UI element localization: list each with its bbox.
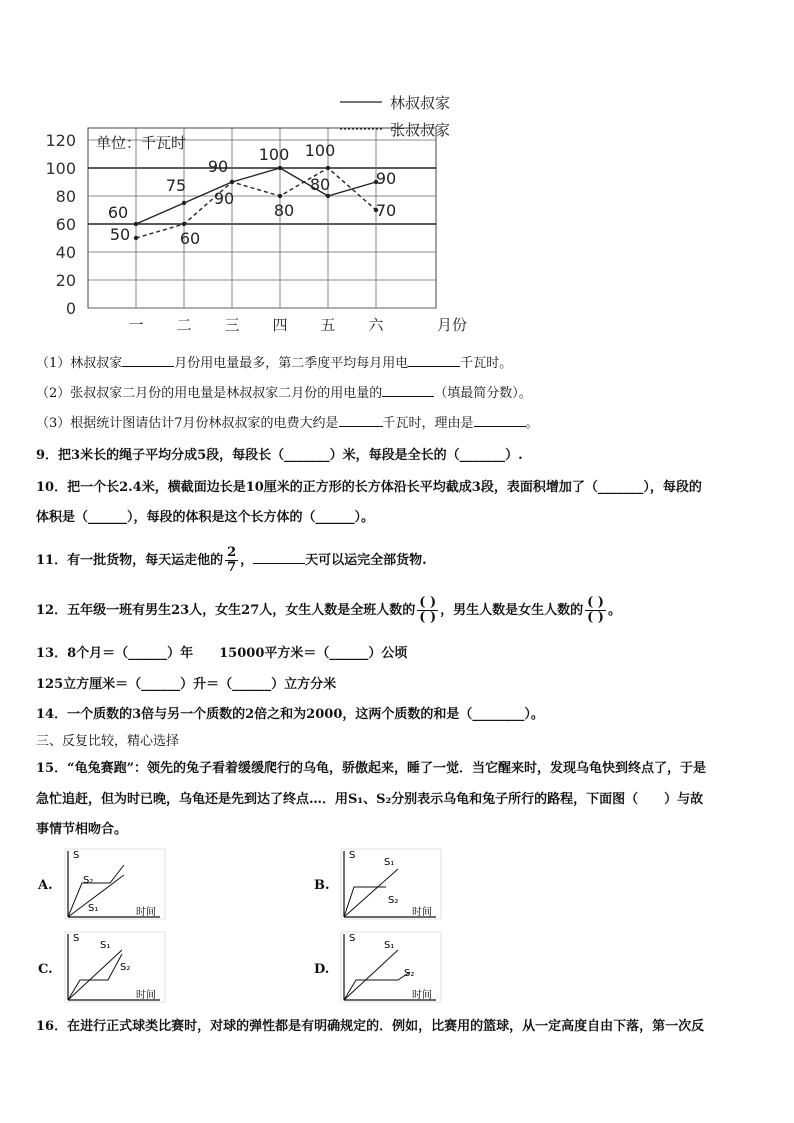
data-label: 90 — [375, 169, 397, 188]
data-label: 90 — [207, 157, 229, 176]
x-tick-label: 二 — [176, 316, 192, 334]
question-8-1: （1）林叔叔家 月份用电量最多，第二季度平均每月用电 千瓦时。 — [36, 356, 513, 371]
data-point — [182, 222, 186, 226]
option-d-label-1: S₁ — [384, 940, 395, 951]
data-label: 60 — [179, 229, 201, 248]
data-point — [182, 201, 186, 205]
option-b-s-label: S — [349, 850, 356, 861]
fraction-2-7: $\frac{2}{7}$ — [227, 545, 237, 575]
option-d-label-2: S₂ — [404, 968, 415, 979]
y-tick-label: 60 — [55, 215, 76, 234]
question-11: 11．有一批货物，每天运走他的 $\frac{2}{7}$ ， 天可以运完全部货物. — [36, 545, 427, 575]
option-b-letter: B. — [314, 878, 330, 893]
question-15-line3: 事情节相吻合。 — [36, 822, 128, 837]
option-c-label-2: S₂ — [120, 962, 131, 973]
x-tick-label: 四 — [272, 316, 288, 334]
option-a-s-label: S — [73, 850, 80, 861]
data-point — [326, 166, 330, 170]
data-point — [134, 222, 138, 226]
option-a-label-1: S₂ — [83, 875, 94, 886]
data-label: 60 — [107, 203, 129, 222]
fraction-blank-2: $\frac{( )}{( )}$ — [587, 595, 604, 625]
data-label: 100 — [258, 145, 290, 164]
data-point — [326, 194, 330, 198]
y-tick-label: 120 — [45, 131, 76, 150]
question-8-2: （2）张叔叔家二月份的用电量是林叔叔家二月份的用电量的 （填最简分数）。 — [36, 386, 532, 401]
data-point — [278, 194, 282, 198]
x-axis-label: 月份 — [436, 316, 468, 334]
x-tick-label: 三 — [224, 316, 240, 334]
option-c-label-1: S₁ — [100, 940, 111, 951]
option-a-graph — [60, 845, 170, 920]
question-10-line2: 体积是（______），每段的体积是这个长方体的（______）。 — [36, 510, 375, 525]
option-b-label-2: S₂ — [388, 895, 399, 906]
question-14: 14．一个质数的3倍与另一个质数的2倍之和为2000，这两个质数的和是（________）。 — [36, 707, 544, 722]
y-tick-label: 40 — [55, 243, 76, 262]
option-c-x-label: 时间 — [136, 990, 156, 1001]
question-13-line1: 13．8个月＝（______）年 15000平方米＝（______）公顷 — [36, 646, 408, 661]
option-d-x-label: 时间 — [412, 990, 432, 1001]
x-tick-label: 一 — [128, 316, 144, 334]
section-3-heading: 三、反复比较，精心选择 — [36, 734, 180, 749]
question-13-line2: 125立方厘米＝（______）升＝（______）立方分米 — [36, 677, 337, 692]
option-c-s-label: S — [73, 933, 80, 944]
data-point — [278, 166, 282, 170]
option-b-graph — [336, 845, 446, 925]
option-a-x-label: 时间 — [136, 907, 156, 918]
option-d-s-label: S — [349, 933, 356, 944]
legend-label-2: 张叔叔家 — [390, 121, 451, 139]
option-d-letter: D. — [314, 962, 330, 977]
question-10-line1: 10．把一个长2.4米，横截面边长是10厘米的正方形的长方体沿长平均截成3段，表面积增加了（_______），每段的 — [36, 480, 702, 495]
data-label: 75 — [165, 176, 187, 195]
y-tick-label: 0 — [65, 299, 76, 318]
option-c-graph — [60, 928, 170, 1008]
option-a-letter: A. — [38, 878, 53, 893]
legend-label-1: 林叔叔家 — [390, 94, 451, 112]
fraction-blank-1: $\frac{( )}{( )}$ — [419, 595, 437, 625]
option-d-graph — [336, 928, 446, 1008]
question-9: 9．把3米长的绳子平均分成5段，每段长（_______）米，每段是全长的（_______）. — [36, 448, 523, 463]
option-b-label-1: S₁ — [384, 857, 395, 868]
data-point — [134, 236, 138, 240]
option-b-x-label: 时间 — [412, 907, 432, 918]
data-label: 80 — [309, 175, 331, 194]
question-15-line1: 15．“龟兔赛跑”：领先的兔子看着缓缓爬行的乌龟，骄傲起来，睡了一觉．当它醒来时，发现乌龟快到终点了，于是 — [36, 761, 707, 776]
option-c-letter: C. — [38, 962, 53, 977]
question-8-3: （3）根据统计图请估计7月份林叔叔家的电费大约是 千瓦时，理由是 。 — [36, 416, 539, 431]
option-a-label-2: S₁ — [88, 903, 99, 914]
data-label: 50 — [109, 225, 131, 244]
y-tick-label: 80 — [55, 187, 76, 206]
data-point — [230, 180, 234, 184]
y-tick-label: 100 — [45, 159, 76, 178]
data-label: 100 — [304, 141, 336, 160]
data-label: 80 — [273, 201, 295, 220]
electricity-line-chart — [40, 82, 480, 334]
question-16: 16．在进行正式球类比赛时，对球的弹性都是有明确规定的．例如，比赛用的篮球，从一定高度自由下落，第一次反 — [36, 1019, 705, 1034]
question-15-line2: 急忙追赶，但为时已晚，乌龟还是先到达了终点…．用S₁、S₂分别表示乌龟和兔子所行的路程，下面图（ ）与故 — [36, 792, 704, 807]
x-tick-label: 六 — [368, 316, 384, 334]
data-label: 90 — [213, 189, 235, 208]
y-tick-label: 20 — [55, 271, 76, 290]
data-label: 70 — [375, 201, 397, 220]
unit-label: 单位：千瓦时 — [96, 134, 187, 152]
x-tick-label: 五 — [320, 316, 336, 334]
question-12: 12．五年级一班有男生23人，女生27人，女生人数是全班人数的 $\frac{( )}{( )}$ ，男生人数是女生人数的 $\frac{( )}{( )}$ 。 — [36, 595, 621, 625]
